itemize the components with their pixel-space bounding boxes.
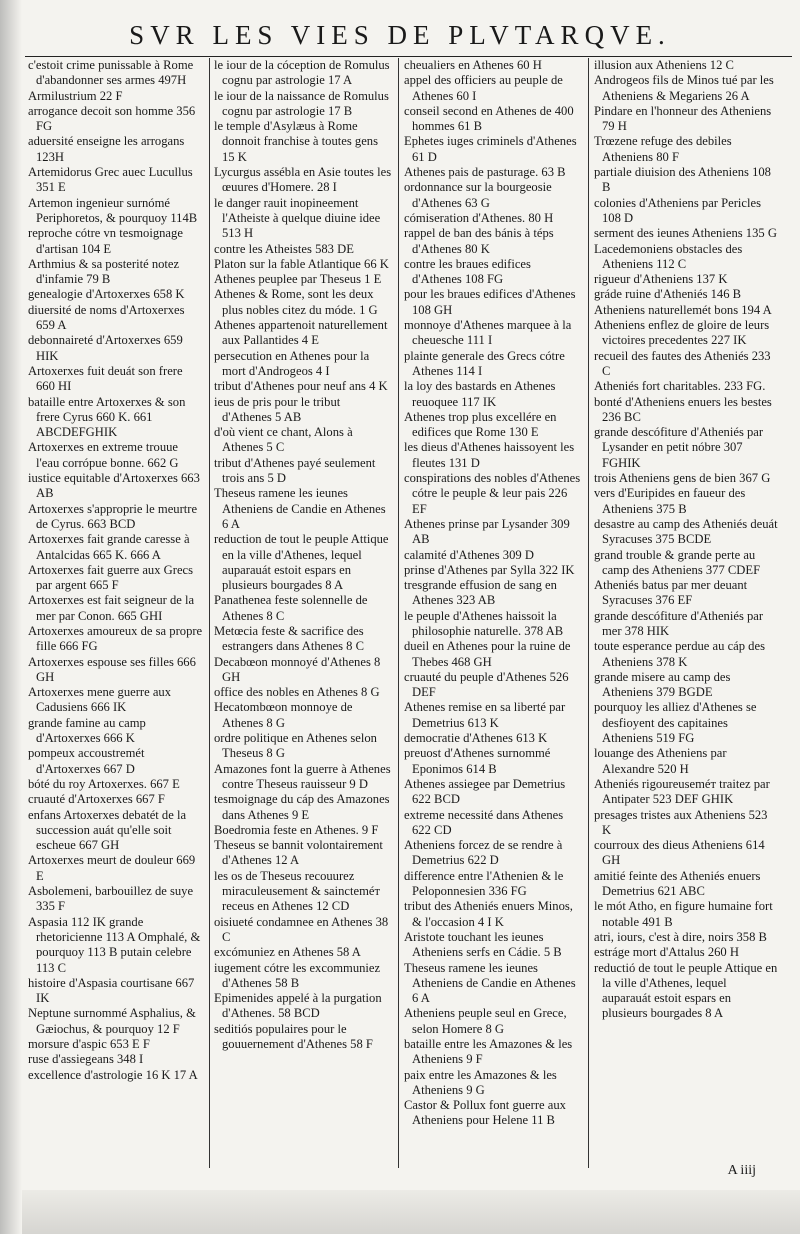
index-entry: Atheniens naturellemét bons 194 A xyxy=(594,302,772,317)
index-entry: trois Atheniens gens de bien 367 G xyxy=(594,471,771,486)
index-entry: atri, iours, c'est à dire, noirs 358 B xyxy=(594,929,767,944)
index-entry: genealogie d'Artoxerxes 658 K xyxy=(28,287,185,302)
index-entry: arrogance decoit son homme 356 FG xyxy=(28,103,196,134)
index-entry: pour les braues edifices d'Athenes 108 GH xyxy=(404,287,576,317)
index-entry: Atheniés batus par mer deuant Syracuses 376 EF xyxy=(594,578,748,608)
index-entry: tesmoignage du cáp des Amazones dans Athenes 9 E xyxy=(214,792,390,822)
index-entry: excellence d'astrologie 16 K 17 A xyxy=(28,1067,198,1082)
index-entry: Epimenides appelé à la purgation d'Athenes. 58 BCD xyxy=(214,991,382,1021)
index-entry: c'estoit crime punissable à Rome d'abandonner ses armes 497H xyxy=(28,58,194,88)
index-entry: colonies d'Atheniens par Pericles 108 D xyxy=(594,195,761,225)
index-entry: iugement cótre les excommuniez d'Athenes 58 B xyxy=(214,960,381,990)
index-entry: les dieus d'Athenes haissoyent les fleutes 131 D xyxy=(404,440,575,470)
index-entry: aduersité enseigne les arrogans 123H xyxy=(28,134,185,164)
index-entry: le peuple d'Athenes haissoit la philosophie naturelle. 378 AB xyxy=(404,608,564,638)
index-entry: rigueur d'Atheniens 137 K xyxy=(594,272,728,287)
index-entry: tribut d'Athenes payé seulement trois ans 5 D xyxy=(214,455,376,486)
index-entry: bóté du roy Artoxerxes. 667 E xyxy=(28,776,180,791)
index-entry: desastre au camp des Atheniés deuát Syracuses 375 BCDE xyxy=(594,516,778,547)
index-entry: contre les Atheistes 583 DE xyxy=(214,241,354,256)
index-entry: democratie d'Athenes 613 K xyxy=(404,731,548,746)
index-entry: presages tristes aux Atheniens 523 K xyxy=(594,807,768,837)
index-entry: tribut des Atheniés enuers Minos, & l'occasion 4 I K xyxy=(404,899,573,929)
index-entry: excómuniez en Athenes 58 A xyxy=(214,945,361,960)
index-entry: Metœcia feste & sacrifice des estrangers dans Athenes 8 C xyxy=(214,623,364,654)
index-entry: le danger rauit inopineement l'Atheiste à quelque diuine idee 513 H xyxy=(214,195,381,241)
index-entry: reductió de tout le peuple Attique en la ville d'Athenes, lequel auparauát estoit espars en plusieurs bourgades 8 A xyxy=(594,960,778,1021)
index-entry: Artoxerxes est fait seigneur de la mer par Conon. 665 GHI xyxy=(28,593,195,623)
index-entry: estráge mort d'Attalus 260 H xyxy=(594,945,739,960)
index-entry: Athenes assiegee par Demetrius 622 BCD xyxy=(404,776,566,807)
index-entry: Athenes peuplee par Theseus 1 E xyxy=(214,272,382,287)
index-entry: Aspasia 112 IK grande rhetoricienne 113 A Omphalé, & pourquoy 113 B putain celebre 113 C xyxy=(28,914,201,975)
signature-mark: A iiij xyxy=(727,1163,756,1178)
index-entry: Artoxerxes amoureux de sa propre fille 666 FG xyxy=(28,623,203,654)
index-entry: paix entre les Amazones & les Atheniens 9 G xyxy=(404,1067,557,1097)
index-entry: le iour de la cóception de Romulus cognu par astrologie 17 A xyxy=(214,58,390,88)
index-entry: reduction de tout le peuple Attique en la ville d'Athenes, lequel auparauát estoit espars en plusieurs bourgades 8 A xyxy=(214,532,389,593)
index-entry: pompeux accoustremét d'Artoxerxes 667 D xyxy=(28,746,145,776)
index-entry: pourquoy les alliez d'Athenes se desfioyent des capitaines Atheniens 519 FG xyxy=(594,700,757,746)
index-entry: morsure d'aspic 653 E F xyxy=(28,1037,150,1051)
page-bottom-margin xyxy=(22,1190,800,1234)
index-entry: bonté d'Atheniens enuers les bestes 236 BC xyxy=(594,394,772,424)
index-entry: Theseus ramene les ieunes Atheniens de Candie en Athenes 6 A xyxy=(214,486,386,531)
index-entry: Artoxerxes fait guerre aux Grecs par argent 665 F xyxy=(28,562,194,593)
index-entry: conseil second en Athenes de 400 hommes 61 B xyxy=(404,103,574,134)
index-entry: Neptune surnommé Asphalius, & Gæiochus, & pourquoy 12 F xyxy=(28,1006,196,1036)
index-entry: Artemon ingenieur surnómé Periphoretos, & pourquoy 114B xyxy=(28,195,198,225)
index-entry: Athenes trop plus excellére en edifices que Rome 130 E xyxy=(404,409,557,440)
index-entry: extreme necessité dans Athenes 622 CD xyxy=(404,807,564,837)
index-entry: bataille entre les Amazones & les Atheniens 9 F xyxy=(404,1037,573,1067)
index-entry: Athenes pais de pasturage. 63 B xyxy=(404,165,566,180)
index-entry: ruse d'assiegeans 348 I xyxy=(28,1052,144,1067)
index-entry: Artoxerxes s'approprie le meurtre de Cyrus. 663 BCD xyxy=(28,501,198,531)
index-entry: cheualiers en Athenes 60 H xyxy=(404,58,542,72)
index-entry: le temple d'Asylæus à Rome donnoit franchise à toutes gens 15 K xyxy=(214,119,378,164)
index-entry: Asbolemeni, barbouillez de suye 335 F xyxy=(28,884,194,914)
index-entry: Artoxerxes meurt de douleur 669 E xyxy=(28,853,196,883)
index-column-1 xyxy=(28,58,204,1162)
column-separator xyxy=(398,58,399,1168)
index-entry: Trœzene refuge des debiles Atheniens 80 F xyxy=(594,134,732,164)
index-entry: partiale diuision des Atheniens 108 B xyxy=(594,165,771,195)
index-entry: dueil en Athenes pour la ruine de Thebes 468 GH xyxy=(404,639,571,669)
index-entry: tresgrande effusion de sang en Athenes 323 AB xyxy=(404,578,557,608)
index-entry: serment des ieunes Atheniens 135 G xyxy=(594,226,777,241)
index-entry: Artemidorus Grec auec Lucullus 351 E xyxy=(28,165,193,195)
index-entry: iustice equitable d'Artoxerxes 663 AB xyxy=(28,471,200,501)
index-entry: Aristote touchant les ieunes Atheniens serfs en Cádie. 5 B xyxy=(404,929,562,960)
index-column-4 xyxy=(594,58,778,1162)
index-entry: cruauté d'Artoxerxes 667 F xyxy=(28,792,165,807)
index-entry: cruauté du peuple d'Athenes 526 DEF xyxy=(404,669,569,700)
index-entry: Castor & Pollux font guerre aux Atheniens pour Helene 11 B xyxy=(404,1098,566,1128)
index-entry: grande famine au camp d'Artoxerxes 666 K xyxy=(28,715,146,746)
index-entry: recueil des fautes des Atheniés 233 C xyxy=(594,348,771,378)
index-entry: persecution en Athenes pour la mort d'Androgeos 4 I xyxy=(214,348,370,378)
index-entry: Atheniés fort charitables. 233 FG. xyxy=(594,379,766,394)
index-entry: Theseus ramene les ieunes Atheniens de Candie en Athenes 6 A xyxy=(404,960,576,1006)
index-entry: difference entre l'Athenien & le Peloponnesien 336 FG xyxy=(404,868,564,899)
index-entry: Arthmius & sa posterité notez d'infamie 79 B xyxy=(28,256,180,287)
index-entry: amitié feinte des Atheniés enuers Demetrius 621 ABC xyxy=(594,868,761,899)
index-entry: les os de Theseus recouurez miraculeusement & saincteméт receus en Athenes 12 CD xyxy=(214,868,380,914)
index-entry: ieus de pris pour le tribut d'Athenes 5 AB xyxy=(214,394,341,424)
index-entry: Platon sur la fable Atlantique 66 K xyxy=(214,256,389,271)
index-entry: Boedromia feste en Athenes. 9 F xyxy=(214,822,379,837)
index-entry: louange des Atheniens par Alexandre 520 H xyxy=(594,746,727,776)
index-entry: reproche cótre vn tesmoignage d'artisan 104 E xyxy=(28,226,183,256)
index-entry: Athenes prinse par Lysander 309 AB xyxy=(404,516,570,547)
index-entry: Atheniés rigoureuseméт traitez par Antipater 523 DEF GHIK xyxy=(594,776,770,807)
index-entry: courroux des dieus Atheniens 614 GH xyxy=(594,838,765,868)
index-entry: calamité d'Athenes 309 D xyxy=(404,547,534,562)
index-entry: Pindare en l'honneur des Atheniens 79 H xyxy=(594,103,772,134)
index-entry: grande descófiture d'Atheniés par Lysander en petit nóbre 307 FGHIK xyxy=(594,425,764,470)
index-entry: prinse d'Athenes par Sylla 322 IK xyxy=(404,562,575,577)
index-entry: Panathenea feste solennelle de Athenes 8 C xyxy=(214,593,368,623)
index-entry: d'où vient ce chant, Alons à Athenes 5 C xyxy=(214,425,353,455)
index-entry: enfans Artoxerxes debatét de la succession auát qu'elle soit escheue 667 GH xyxy=(28,807,187,853)
index-entry: Amazones font la guerre à Athenes contre Theseus rauisseur 9 D xyxy=(214,761,391,791)
index-entry: tribut d'Athenes pour neuf ans 4 K xyxy=(214,379,388,394)
index-entry: Athenes & Rome, sont les deux plus nobles citez du móde. 1 G xyxy=(214,287,378,317)
index-entry: preuost d'Athenes surnommé Eponimos 614 B xyxy=(404,746,551,776)
index-entry: ordonnance sur la bourgeosie d'Athenes 63 G xyxy=(404,180,552,210)
column-separator xyxy=(209,58,210,1168)
index-entry: grande descófiture d'Atheniés par mer 378 HIK xyxy=(594,608,764,638)
index-entry: le mót Atho, en figure humaine fort notable 491 B xyxy=(594,899,773,929)
index-entry: seditiós populaires pour le gouuernement d'Athenes 58 F xyxy=(214,1021,373,1051)
index-entry: oisiueté condamnee en Athenes 38 C xyxy=(214,914,389,944)
index-entry: Atheniens enflez de gloire de leurs victoires precedentes 227 IK xyxy=(594,318,770,348)
index-column-2 xyxy=(214,58,392,1162)
index-entry: Lacedemoniens obstacles des Atheniens 112 C xyxy=(594,241,743,271)
index-entry: Atheniens peuple seul en Grece, selon Homere 8 G xyxy=(404,1006,567,1036)
index-entry: monnoye d'Athenes marquee à la cheuesche 111 I xyxy=(404,318,572,348)
index-entry: contre les braues edifices d'Athenes 108 FG xyxy=(404,256,531,287)
column-separator xyxy=(588,58,589,1168)
index-entry: Theseus se bannit volontairement d'Athenes 12 A xyxy=(214,838,383,868)
index-entry: plainte generale des Grecs cótre Athenes 114 I xyxy=(404,348,565,378)
index-entry: Artoxerxes espouse ses filles 666 GH xyxy=(28,654,196,684)
index-entry: grande misere au camp des Atheniens 379 BGDE xyxy=(594,669,731,700)
index-entry: conspirations des nobles d'Athenes cótre le peuple & leur pais 226 EF xyxy=(404,471,581,516)
index-entry: Artoxerxes mene guerre aux Cadusiens 666 IK xyxy=(28,685,172,715)
index-entry: rappel de ban des bánis à téps d'Athenes 80 K xyxy=(404,226,554,256)
index-entry: Hecatombœon monnoye de Athenes 8 G xyxy=(214,700,353,730)
index-entry: diuersité de noms d'Artoxerxes 659 A xyxy=(28,302,185,333)
index-entry: Androgeos fils de Minos tué par les Atheniens & Megariens 26 A xyxy=(594,73,774,103)
index-entry: Athenes appartenoit naturellement aux Pallantides 4 E xyxy=(214,318,388,348)
page-gutter-shadow xyxy=(0,0,22,1234)
index-entry: office des nobles en Athenes 8 G xyxy=(214,685,380,700)
index-entry: Artoxerxes fait grande caresse à Antalcidas 665 K. 666 A xyxy=(28,532,190,562)
index-entry: histoire d'Aspasia courtisane 667 IK xyxy=(28,975,195,1006)
index-entry: toute esperance perdue au cáp des Atheniens 378 K xyxy=(594,639,765,669)
index-entry: Atheniens forcez de se rendre à Demetrius 622 D xyxy=(404,838,563,868)
index-entry: grand trouble & grande perte au camp des Atheniens 377 CDEF xyxy=(594,547,761,577)
index-entry: Artoxerxes fuit deuát son frere 660 HI xyxy=(28,363,183,394)
index-entry: le iour de la naissance de Romulus cognu par astrologie 17 B xyxy=(214,88,389,118)
index-entry: vers d'Euripides en faueur des Atheniens 375 B xyxy=(594,486,746,516)
index-entry: Lycurgus assébla en Asie toutes les œuures d'Homere. 28 I xyxy=(214,165,392,195)
running-header: SVR LES VIES DE PLVTARQVE. xyxy=(129,20,671,50)
index-entry: debonnaireté d'Artoxerxes 659 HIK xyxy=(28,333,183,363)
index-entry: bataille entre Artoxerxes & son frere Cyrus 660 K. 661 ABCDEFGHIK xyxy=(28,394,186,440)
index-entry: Decabœon monnoyé d'Athenes 8 GH xyxy=(214,654,381,684)
index-entry: ordre politique en Athenes selon Theseus 8 G xyxy=(214,731,377,761)
index-entry: Ephetes iuges criminels d'Athenes 61 D xyxy=(404,134,577,164)
index-entry: Armilustrium 22 F xyxy=(28,88,123,103)
index-column-3 xyxy=(404,58,582,1162)
index-entry: la loy des bastards en Athenes reuoquee 117 IK xyxy=(404,379,556,409)
index-entry: gráde ruine d'Atheniés 146 B xyxy=(594,287,742,302)
index-entry: Athenes remise en sa liberté par Demetrius 613 K xyxy=(404,700,566,730)
index-entry: appel des officiers au peuple de Athenes 60 I xyxy=(404,73,563,103)
index-entry: Artoxerxes en extreme trouue l'eau corrópue bonne. 662 G xyxy=(28,440,179,470)
index-entry: cómiseration d'Athenes. 80 H xyxy=(404,210,554,225)
header-rule xyxy=(25,56,792,57)
index-entry: illusion aux Atheniens 12 C xyxy=(594,58,734,72)
